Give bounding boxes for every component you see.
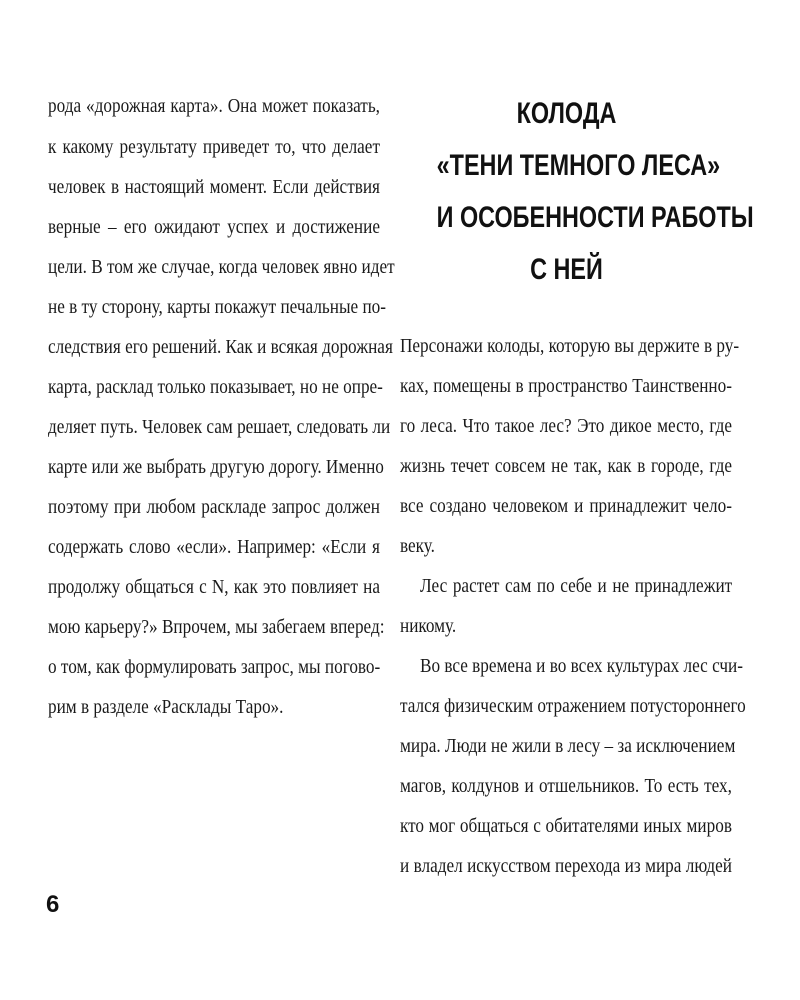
right-line-14: и владел искусством перехода из мира людей [400, 855, 732, 877]
left-line-13: продолжу общаться с N, как это повлияет на [48, 576, 380, 598]
section-heading [400, 88, 754, 296]
left-line-8: карта, расклад только показывает, но не опре- [48, 376, 383, 398]
left-line-10: карте или же выбрать другую дорогу. Именно [48, 456, 384, 478]
heading-line-4: С НЕЙ [530, 253, 603, 286]
left-line-3: человек в настоящий момент. Если действия [48, 176, 380, 198]
right-line-3: го леса. Что такое лес? Это дикое место, где [400, 415, 732, 437]
right-line-4: жизнь течет совсем не так, как в городе, где [400, 455, 732, 477]
right-line-1: Персонажи колоды, которую вы держите в ру- [400, 335, 740, 357]
left-line-16: рим в разделе «Расклады Таро». [48, 696, 284, 718]
right-line-6: веку. [400, 535, 435, 557]
left-line-15: о том, как формулировать запрос, мы погово- [48, 656, 381, 678]
left-line-1: рода «дорожная карта». Она может показать, [48, 95, 380, 117]
left-line-11: поэтому при любом раскладе запрос должен [48, 496, 380, 518]
left-line-12: содержать слово «если». Например: «Если я [48, 536, 380, 558]
left-line-2: к какому результату приведет то, что делает [48, 136, 380, 158]
right-line-2: ках, помещены в пространство Таинственно- [400, 375, 732, 397]
left-line-7: следствия его решений. Как и всякая дорожная [48, 336, 393, 358]
left-line-9: деляет путь. Человек сам решает, следовать ли [48, 416, 391, 438]
left-line-4: верные – его ожидают успех и достижение [48, 216, 380, 238]
heading-line-1: КОЛОДА [516, 97, 617, 130]
right-line-8: никому. [400, 615, 457, 637]
page-number: 6 [46, 891, 60, 918]
right-line-11: мира. Люди не жили в лесу – за исключением [400, 735, 736, 757]
right-line-5: все создано человеком и принадлежит чело- [400, 495, 732, 517]
left-line-5: цели. В том же случае, когда человек явно идет [48, 256, 395, 278]
right-line-9: Во все времена и во всех культурах лес счи- [420, 655, 743, 677]
right-line-10: тался физическим отражением потустороннего [400, 695, 746, 717]
right-line-7: Лес растет сам по себе и не принадлежит [420, 575, 733, 597]
heading-line-2: «ТЕНИ ТЕМНОГО ЛЕСА» [436, 149, 721, 182]
right-line-12: магов, колдунов и отшельников. То есть тех, [400, 775, 732, 797]
right-line-13: кто мог общаться с обитателями иных миров [400, 815, 732, 837]
left-line-6: не в ту сторону, карты покажут печальные по- [48, 296, 386, 318]
heading-line-3: И ОСОБЕННОСТИ РАБОТЫ [436, 201, 754, 234]
left-line-14: мою карьеру?» Впрочем, мы забегаем вперед: [48, 616, 385, 638]
